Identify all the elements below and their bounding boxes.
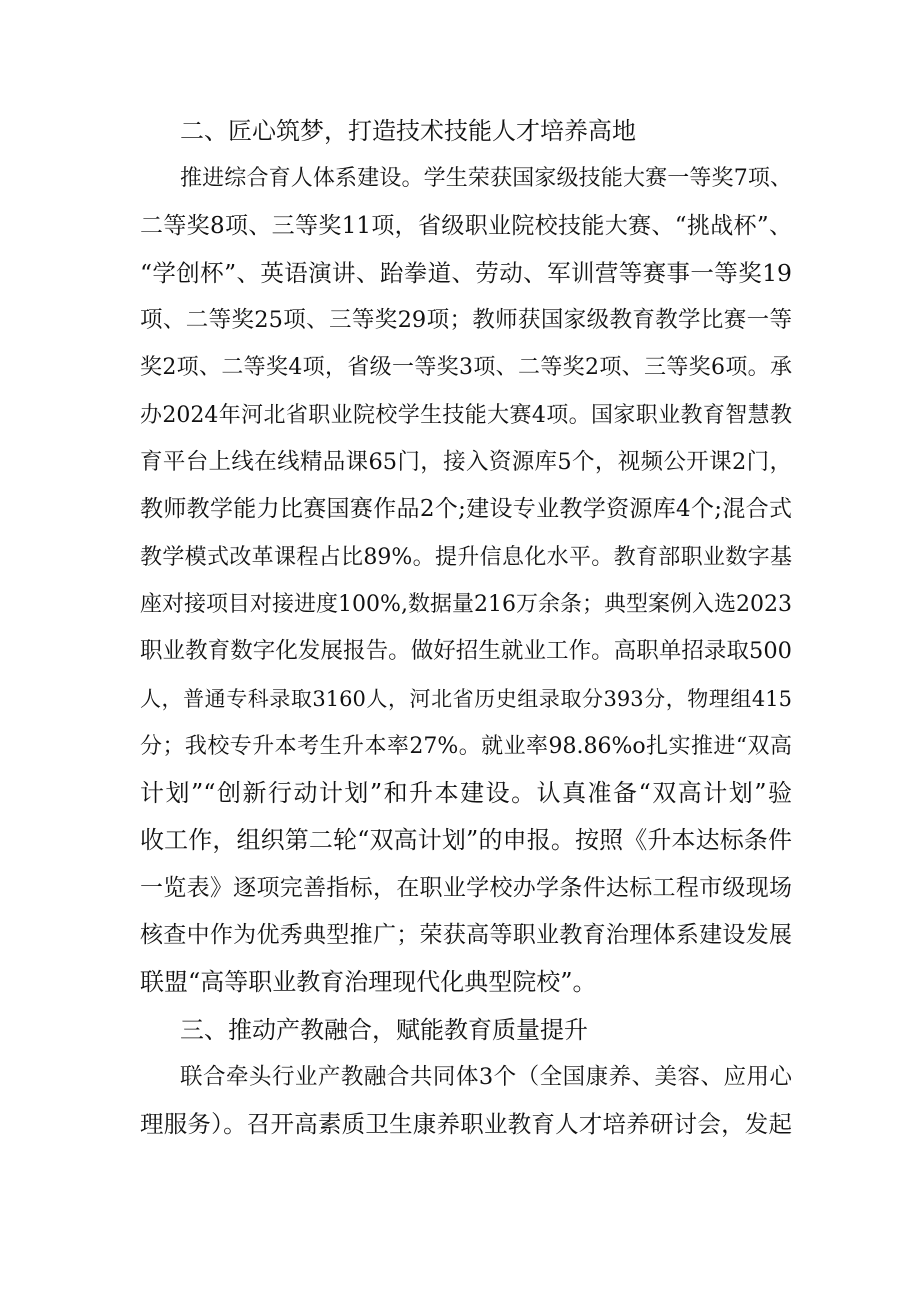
text-line: 奖2项、二等奖4项，省级一等奖3项、二等奖2项、三等奖6项。承 xyxy=(140,355,792,381)
text-line: 收工作，组织第二轮“双高计划”的申报。按照《升本达标条件 xyxy=(140,826,792,855)
text-line: 联合牵头行业产教融合共同体3个（全国康养、美容、应用心 xyxy=(180,1063,792,1090)
text-line: 二等奖8项、三等奖11项，省级职业院校技能大赛、“挑战杯”、 xyxy=(140,212,792,239)
text-line: 一览表》逐项完善指标，在职业学校办学条件达标工程市级现场 xyxy=(140,874,792,901)
text-line: 核查中作为优秀典型推广；荣获高等职业教育治理体系建设发展 xyxy=(140,922,792,949)
text-line: 办2024年河北省职业院校学生技能大赛4项。国家职业教育智慧教 xyxy=(140,402,792,428)
text-line: 人，普通专科录取3160人，河北省历史组录取分393分，物理组415 xyxy=(140,686,792,711)
text-line: 三、推动产教融合，赋能教育质量提升 xyxy=(180,1015,588,1044)
text-line: 联盟“高等职业教育治理现代化典型院校”。 xyxy=(140,968,597,997)
text-line: 理服务）。召开高素质卫生康养职业教育人才培养研讨会，发起 xyxy=(140,1110,792,1139)
text-line: 推进综合育人体系建设。学生荣获国家级技能大赛一等奖7项、 xyxy=(180,166,792,192)
text-line: 计划”“创新行动计划”和升本建设。认真准备“双高计划”验 xyxy=(140,779,792,808)
text-line: 分；我校专升本考生升本率27%。就业率98.86%o扎实推进“双高 xyxy=(140,733,792,759)
text-line: 座对接项目对接进度100%,数据量216万余条；典型案例入选2023 xyxy=(140,591,792,617)
text-line: 项、二等奖25项、三等奖29项；教师获国家级教育教学比赛一等 xyxy=(140,307,792,334)
document-body xyxy=(140,108,792,1149)
text-line: 职业教育数字化发展报告。做好招生就业工作。高职单招录取500 xyxy=(140,638,792,665)
text-line: 二、匠心筑梦，打造技术技能人才培养高地 xyxy=(180,117,636,145)
text-line: 教师教学能力比赛国赛作品2个;建设专业教学资源库4个;混合式 xyxy=(140,496,792,523)
text-line: 教学模式改革课程占比89%。提升信息化水平。教育部职业数字基 xyxy=(140,544,792,570)
text-line: “学创杯”、英语演讲、跆拳道、劳动、军训营等赛事一等奖19 xyxy=(140,258,792,287)
text-line: 育平台上线在线精品课65门，接入资源库5个，视频公开课2门， xyxy=(140,449,792,476)
